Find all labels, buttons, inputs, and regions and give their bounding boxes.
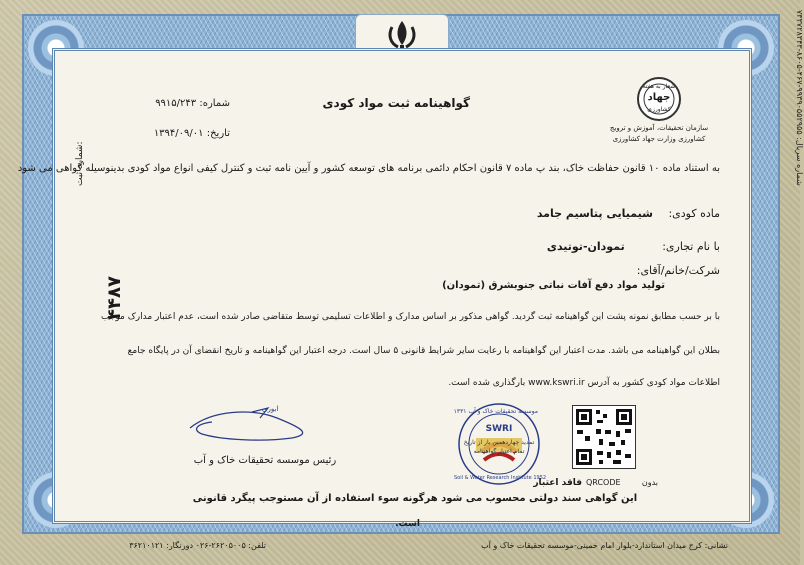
certificate-date: تاریخ: ۱۳۹۴/۰۹/۰۱ [153, 128, 230, 139]
qr-note-prefix: بدون [641, 478, 658, 487]
signature-title: رئیس موسسه تحقیقات خاک و آب [193, 455, 337, 466]
registration-number: ۴۴۸۷ [104, 276, 125, 320]
terms-line-2: بطلان این گواهینامه می باشد. مدت اعتبار این گواهینامه با رعایت سایر شرایط قانونی ۵ سال است. درجه اعتبار این گواهینامه و تاریخ انقضای آن در پایگاه جامع [127, 346, 720, 356]
legal-warning: این گواهی سند دولتی محسوب می شود هرگونه سوء استفاده از آن مستوجب پیگرد قانونی [192, 493, 638, 504]
terms-line-1: با بر حسب مطابق نمونه پشت این گواهینامه ثبت گردید. گواهی مذکور بر اساس مدارک و اطلاعات تسلیمی توسط متقاضی صادر شده است، عدم اعتبار مدارک موجب [101, 312, 720, 322]
seal-stamp-line: تمدید چهاردهمین بار از تاریخ [463, 439, 535, 446]
material-row: ماده کودی: شیمیایی پتاسیم جامد [536, 207, 720, 220]
qr-code-icon [573, 406, 635, 468]
serial-margin-text: شماره سریال: ۹۹۳۹۰۵۵۲۹۵۵-۴۶۷-۸۶۰۵-۷۳۳۷۲۸۳۴۳ [795, 10, 804, 186]
jahad-logo: شعار به هفته جهاد کشاورزی سازمان تحقیقات، آموزش و ترویج کشاورزی وزارت جهاد کشاورزی [600, 76, 718, 152]
registration-label: شماره ثبت: [75, 141, 85, 186]
seal-bottom-text: Soil & Water Research Institute 1952 [454, 475, 547, 481]
intro-text: به استناد ماده ۱۰ قانون حفاظت خاک، بند پ ماده ۷ قانون احکام دائمی برنامه های توسعه کشور و آیین نامه ثبت و کنترل کیفی انواع مواد کودی بدینوسیله گواهی می شود [17, 163, 720, 174]
certificate-title: گواهینامه ثبت مواد کودی [322, 96, 470, 110]
footer-address: نشانی: کرج میدان استاندارد-بلوار امام خمینی-موسسه تحقیقات خاک و آب [481, 541, 728, 550]
qr-code[interactable] [572, 405, 636, 469]
company-row: شرکت/خانم/آقای: [636, 264, 720, 277]
terms-line-3: اطلاعات مواد کودی کشور به آدرس www.kswri.ir بارگذاری شده است. [448, 378, 720, 388]
legal-warning-end: است. [395, 519, 420, 529]
qr-note-bold: فاقد اعتبار [533, 478, 582, 488]
brand-row: با نام تجاری: تمودان-توتیدی [546, 240, 720, 253]
company-value: تولید مواد دفع آفات نباتی جنوبشرق (تمودان) [442, 280, 665, 291]
seal-center: SWRI [485, 424, 513, 434]
qr-caption: QRCODE [586, 478, 621, 487]
signature-name: ابوری [262, 405, 279, 413]
certificate-number: شماره: ۹۹۱۵/۲۴۳ [155, 98, 230, 109]
seal-ring-text: موسسه تحقیقات خاک و آب ۱۳۳۱ [453, 408, 538, 415]
footer-phone: تلفن: ۲۶۲۰۵۰۰۵-۰۲۶ دورنگار: ۳۶۲۱۰۱۲۱ [129, 541, 266, 550]
seal-stamp-line: تمام اعتبار گواهینامه [473, 448, 525, 455]
signature-scribble [182, 404, 332, 444]
